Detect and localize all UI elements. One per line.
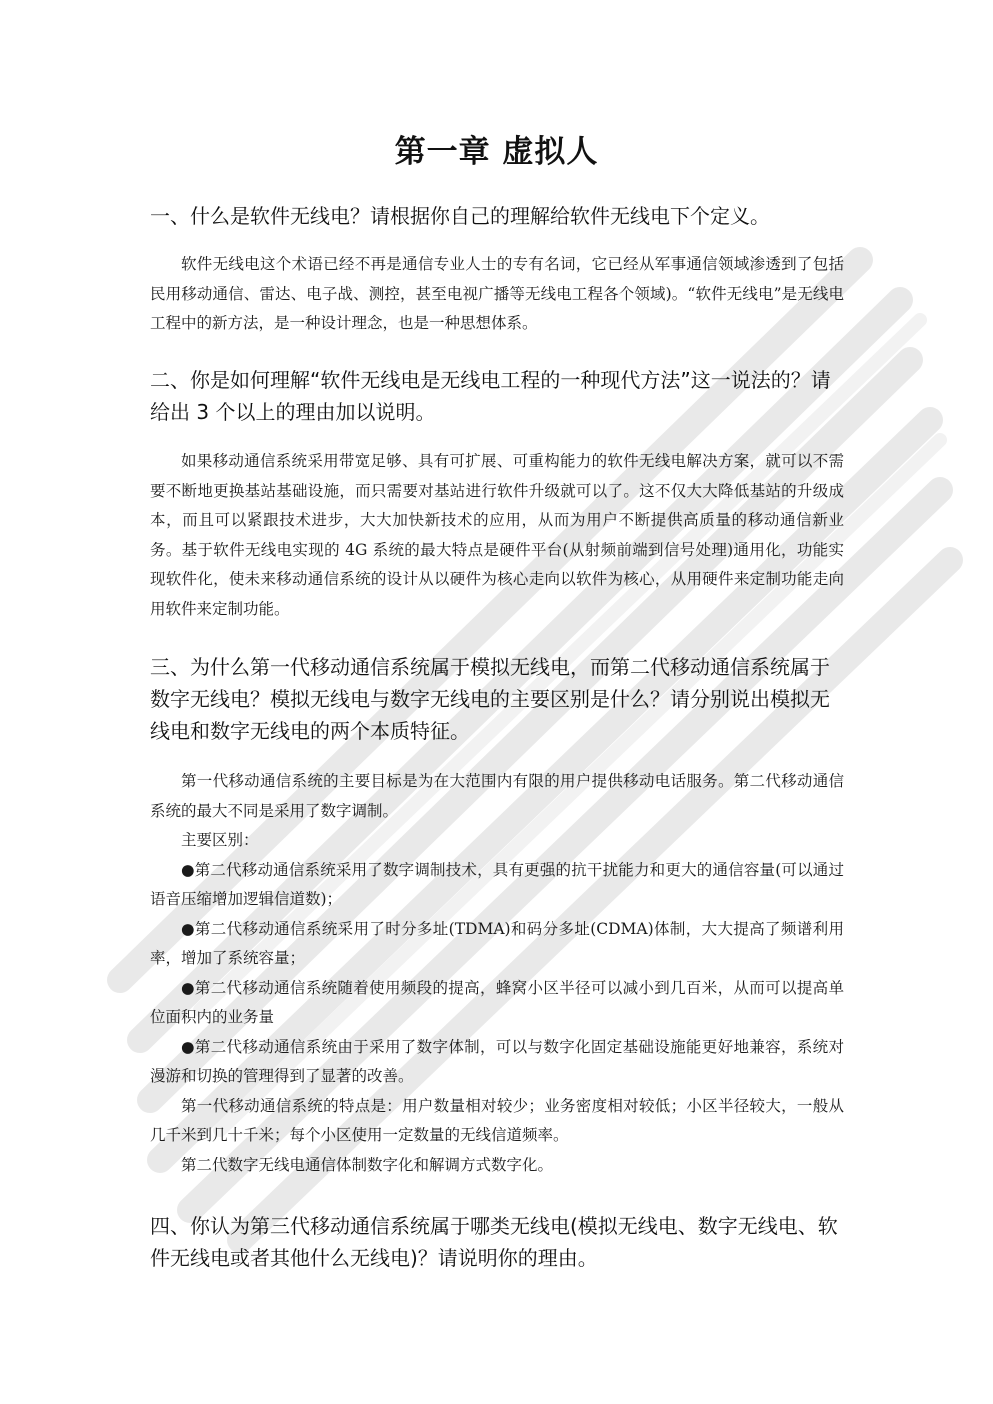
answer-1 xyxy=(150,250,844,339)
answer-2-paragraph: 如果移动通信系统采用带宽足够、具有可扩展、可重构能力的软件无线电解决方案，就可以不需要不断地更换基站基础设施，而只需要对基站进行软件升级就可以了。这不仅大大降低基站的升级成本，而且可以紧跟技术进步，大大加快新技术的应用，从而为用户不断提供高质量的移动通信新业务。基于软件无线电实现的 4G 系统的最大特点是硬件平台(从射频前端到信号处理)通用化，功能实现软件化，使未来移动通信系统的设计从以硬件为核心走向以软件为核心，从用硬件来定制功能走向用软件来定制功能。 xyxy=(150,452,844,618)
answer-3-bullet: ●第二代移动通信系统采用了数字调制技术，具有更强的抗干扰能力和更大的通信容量(可以通过语音压缩增加逻辑信道数)； xyxy=(150,860,844,908)
answer-1-paragraph: 软件无线电这个术语已经不再是通信专业人士的专有名词，它已经从军事通信领域渗透到了包括民用移动通信、雷达、电子战、测控，甚至电视广播等无线电工程各个领域)。“软件无线电”是无线电工程中的新方法，是一种设计理念，也是一种思想体系。 xyxy=(150,255,844,332)
question-1: 一、什么是软件无线电？请根据你自己的理解给软件无线电下个定义。 xyxy=(150,204,770,228)
answer-3 xyxy=(150,767,844,1180)
question-2: 二、你是如何理解“软件无线电是无线电工程的一种现代方法”这一说法的？请给出 3 个以上的理由加以说明。 xyxy=(150,368,831,424)
answer-2 xyxy=(150,447,844,624)
answer-3-bullet: ●第二代移动通信系统采用了时分多址(TDMA)和码分多址(CDMA)体制，大大提高了频谱利用率，增加了系统容量； xyxy=(150,919,844,967)
chapter-title: 第一章 虚拟人 xyxy=(394,134,599,170)
answer-3-bullet: ●第二代移动通信系统随着使用频段的提高，蜂窝小区半径可以减小到几百米，从而可以提高单位面积内的业务量 xyxy=(150,978,844,1026)
question-4: 四、你认为第三代移动通信系统属于哪类无线电(模拟无线电、数字无线电、软件无线电或者其他什么无线电)？请说明你的理由。 xyxy=(150,1214,838,1270)
answer-3-label: 主要区别： xyxy=(181,831,259,849)
answer-3-second-gen-features: 第二代数字无线电通信体制数字化和解调方式数字化。 xyxy=(181,1155,554,1174)
question-3: 三、为什么第一代移动通信系统属于模拟无线电，而第二代移动通信系统属于数字无线电？模拟无线电与数字无线电的主要区别是什么？请分别说出模拟无线电和数字无线电的两个本质特征。 xyxy=(150,655,830,743)
answer-3-first-gen-features: 第一代移动通信系统的特点是：用户数量相对较少；业务密度相对较低；小区半径较大，一般从几千米到几十千米；每个小区使用一定数量的无线信道频率。 xyxy=(150,1096,844,1144)
answer-3-intro: 第一代移动通信系统的主要目标是为在大范围内有限的用户提供移动电话服务。第二代移动通信系统的最大不同是采用了数字调制。 xyxy=(150,772,844,820)
answer-3-bullet: ●第二代移动通信系统由于采用了数字体制，可以与数字化固定基础设施能更好地兼容，系统对漫游和切换的管理得到了显著的改善。 xyxy=(150,1037,844,1085)
